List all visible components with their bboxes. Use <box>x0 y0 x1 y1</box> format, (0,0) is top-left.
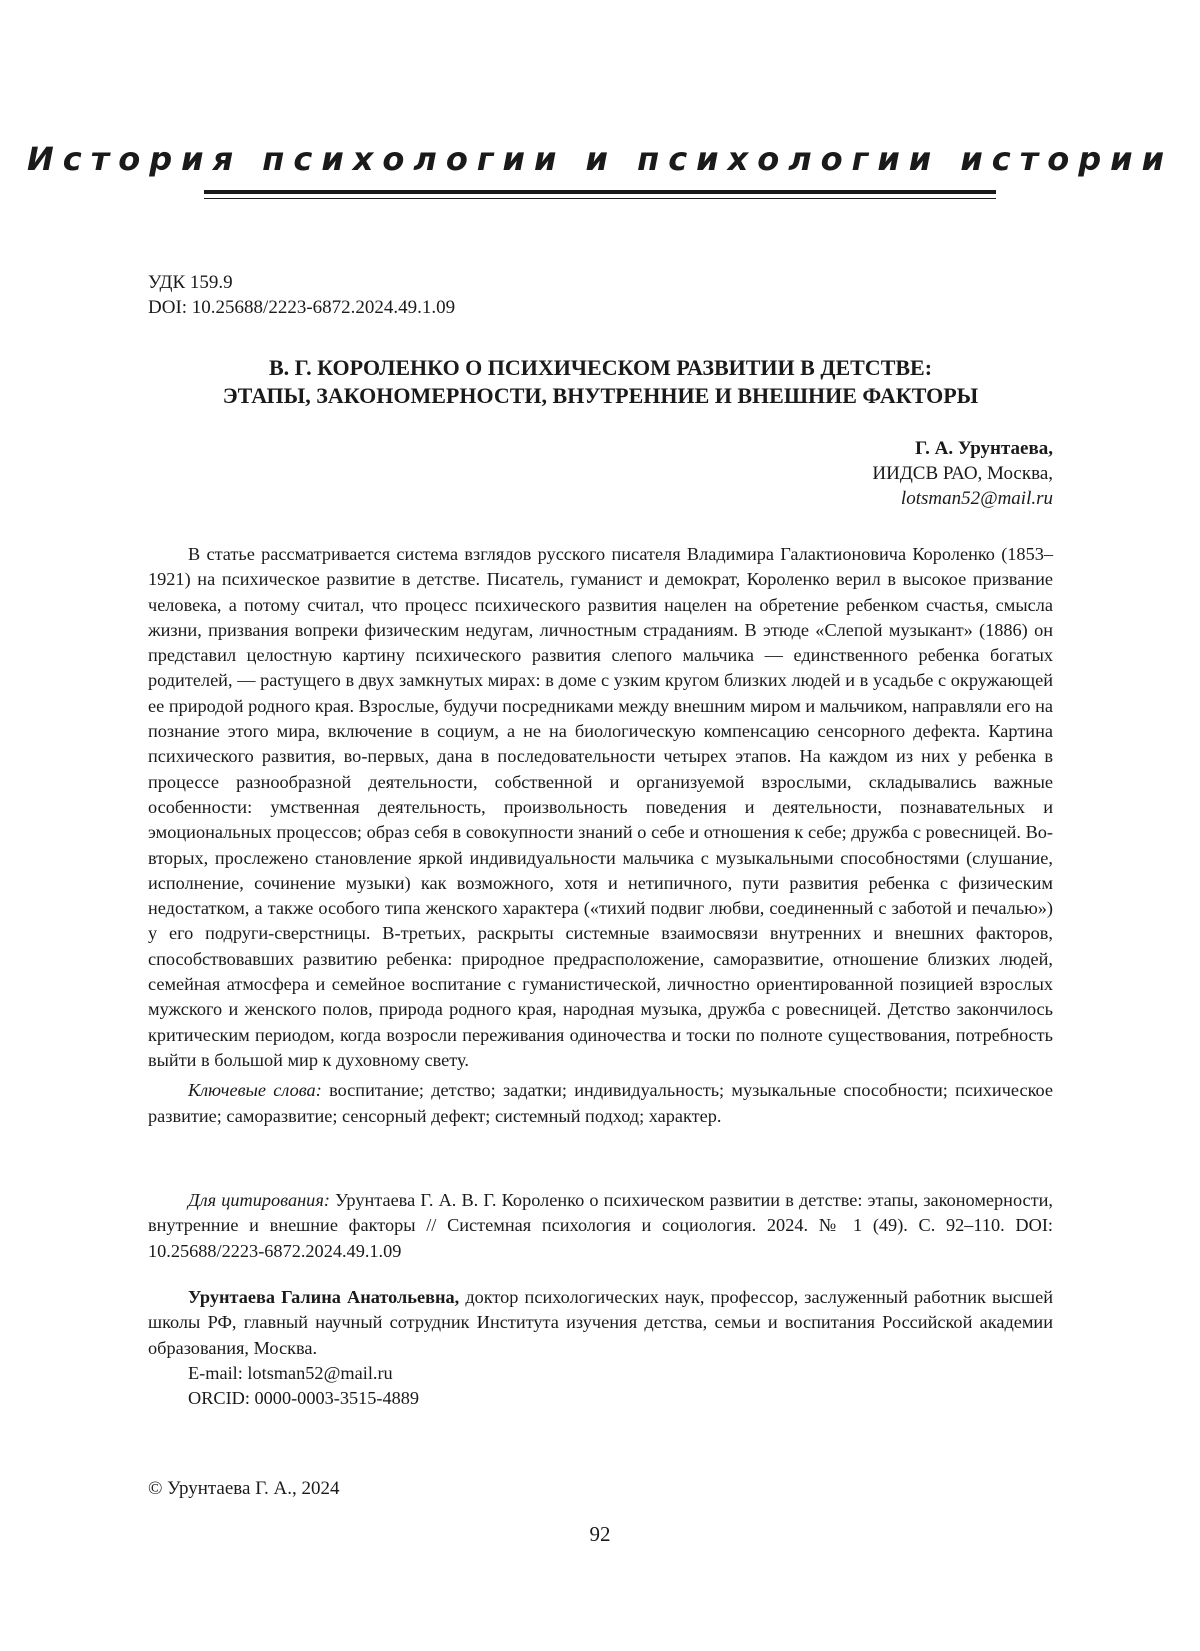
abstract-text: В статье рассматривается система взглядов русского писателя Владимира Галактионовича Короленко (1853–1921) на психическое развитие в детстве. Писатель, гуманист и демократ, Короленко верил в высокое призвание человека, а потому считал, что процесс психического развития нацелен на обретение ребенком счастья, смысла жизни, призвания вопреки физическим недугам, личностным страданиям. В этюде «Слепой музыкант» (1886) он представил целостную картину психического развития слепого мальчика — единственного ребенка богатых родителей, — растущего в двух замкнутых мирах: в доме с узким кругом близких людей и в усадьбе с окружающей ее природой родного края. Взрослые, будучи посредниками между внешним миром и мальчиком, направляли его на познание этого мира, включение в социум, а не на биологическую компенсацию сенсорного дефекта. Картина психического развития, во-первых, дана в последовательности четырех этапов. На каждом из них у ребенка в процессе разнообразной деятельности, собственной и организуемой взрослыми, складывались важные особенности: умственная деятельность, произвольность поведения и деятельности, познавательных и эмоциональных процессов; образ себя в совокупности знаний о себе и отношения к себе; дружба с ровесницей. Во-вторых, прослежено становление яркой индивидуальности мальчика с музыкальными способностями (слушание, исполнение, сочинение музыки) как возможного, хотя и нетипичного, пути развития ребенка с физическим недостатком, а также особого типа женского характера («тихий подвиг любви, соединенный с заботой и печалью») у его подруги-сверстницы. В-третьих, раскрыты системные взаимосвязи внутренних и внешних факторов, способствовавших развитию ребенка: природное предрасположение, саморазвитие, отношение близких людей, семейная атмосфера и семейное воспитание с гуманистической, личностно ориентированной позицией взрослых мужского и женского полов, природа родного края, народная музыка, дружба с ровесницей. Детство закончилось критическим периодом, когда возросли переживания одиночества и тоски по полноте существования, потребность выйти в большой мир к духовному свету. <box>148 544 1053 1070</box>
header-rule-thin <box>204 198 996 199</box>
udk-code: УДК 159.9 <box>148 272 233 293</box>
keywords-paragraph <box>148 1078 1053 1129</box>
author-email: lotsman52@mail.ru <box>900 488 1053 509</box>
title-line-2: ЭТАПЫ, ЗАКОНОМЕРНОСТИ, ВНУТРЕННИЕ И ВНЕШНИЕ ФАКТОРЫ <box>222 383 979 408</box>
doi: DOI: 10.25688/2223-6872.2024.49.1.09 <box>148 297 456 318</box>
header-rule-thick <box>204 190 996 194</box>
citation-text: Урунтаева Г. А. В. Г. Короленко о психическом развитии в детстве: этапы, закономерности, внутренние и внешние факторы // Системная психология и социология. 2024. № 1 (49). С. 92–110. DOI: 10.25688/2223-6872.2024.49.1.09 <box>148 1190 1053 1261</box>
title-line-1: В. Г. КОРОЛЕНКО О ПСИХИЧЕСКОМ РАЗВИТИИ В ДЕТСТВЕ: <box>268 355 933 380</box>
bio-orcid: ORCID: 0000-0003-3515-4889 <box>188 1388 420 1409</box>
article-title <box>148 354 1053 410</box>
bio-name: Урунтаева Галина Анатольевна, <box>188 1287 460 1307</box>
keywords-list: воспитание; детство; задатки; индивидуальность; музыкальные способности; психическое развитие; саморазвитие; сенсорный дефект; системный подход; характер. <box>148 1080 1053 1126</box>
abstract <box>148 542 1053 1129</box>
author-block <box>872 436 1053 511</box>
citation-label: Для цитирования: <box>188 1190 330 1210</box>
page-number: 92 <box>589 1522 611 1546</box>
article-meta <box>148 270 455 320</box>
bio-email: E-mail: lotsman52@mail.ru <box>188 1362 393 1383</box>
keywords-label: Ключевые слова: <box>188 1080 322 1101</box>
bio-text: доктор психологических наук, профессор, заслуженный работник высшей школы РФ, главный научный сотрудник Института изучения детства, семьи и воспитания Российской академии образования, Москва. <box>148 1287 1053 1358</box>
author-name: Г. А. Урунтаева, <box>915 438 1053 459</box>
bio-paragraph <box>148 1285 1053 1361</box>
copyright: © Урунтаева Г. А., 2024 <box>148 1478 340 1499</box>
citation <box>148 1188 1053 1264</box>
section-header: История психологии и психологии истории <box>26 140 1174 178</box>
author-bio <box>148 1285 1053 1411</box>
author-affiliation: ИИДСВ РАО, Москва, <box>872 463 1053 484</box>
